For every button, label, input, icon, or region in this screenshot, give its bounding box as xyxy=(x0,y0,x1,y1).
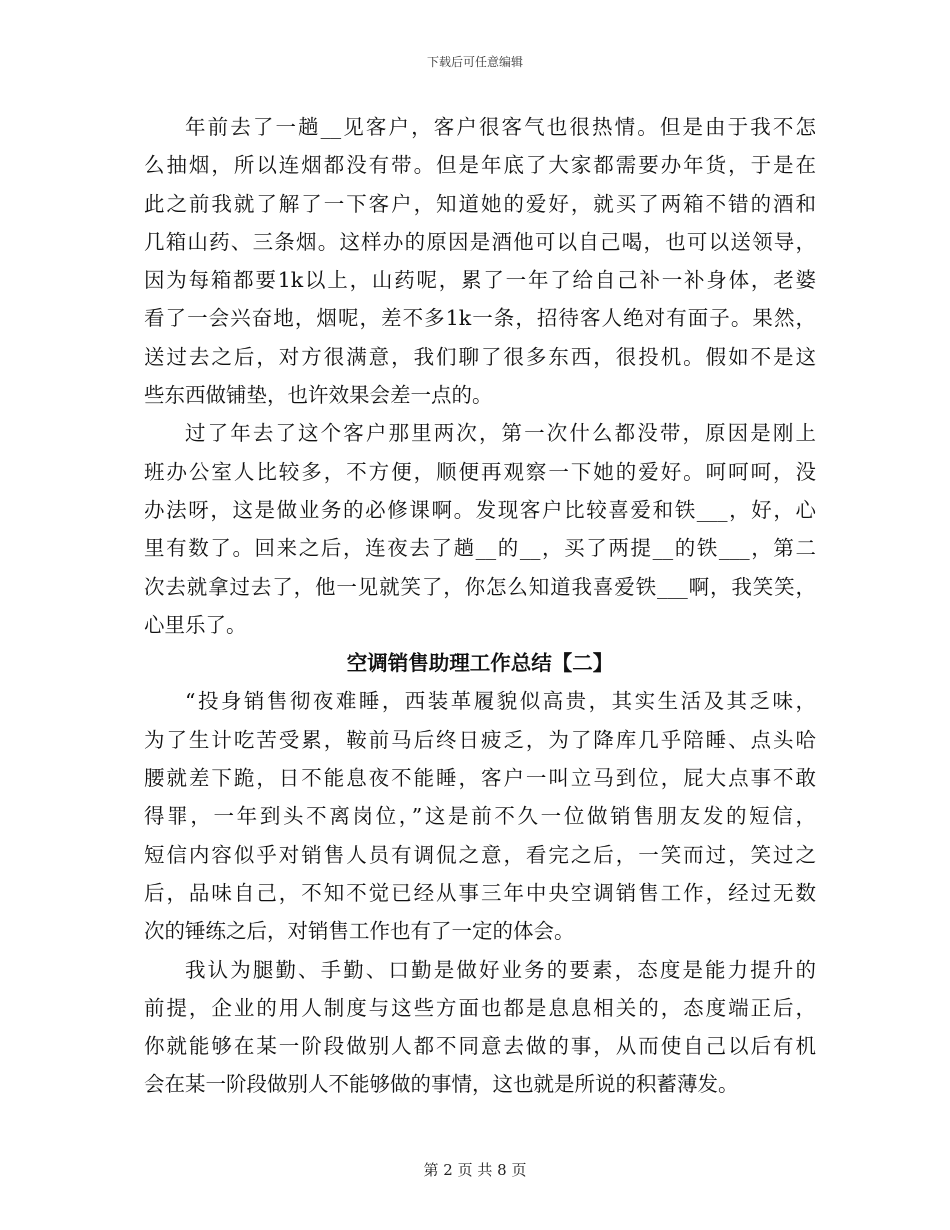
text-line: 次的锤练之后，对销售工作也有了一定的体会。 xyxy=(144,919,575,944)
text-line: 几箱山药、三条烟。这样办的原因是酒他可以自己喝，也可以送领导， xyxy=(144,229,816,254)
text-line: 会在某一阶段做别人不能够做的事情，这也就是所说的积蓄薄发。 xyxy=(144,1072,739,1097)
text-line: 前提，企业的用人制度与这些方面也都是息息相关的，态度端正后， xyxy=(144,995,816,1020)
text-line: 送过去之后，对方很满意，我们聊了很多东西，很投机。假如不是这 xyxy=(144,344,816,369)
text-line: 后，品味自己，不知不觉已经从事三年中央空调销售工作，经过无数 xyxy=(144,880,816,905)
text-line: 得罪，一年到头不离岗位，”这是前不久一位做销售朋友发的短信， xyxy=(144,804,816,829)
text-line: 此之前我就了解了一下客户，知道她的爱好，就买了两箱不错的酒和 xyxy=(144,191,816,216)
page-header-note: 下载后可任意编辑 xyxy=(426,55,523,69)
text-line: 些东西做铺垫，也许效果会差一点的。 xyxy=(144,383,493,408)
text-line: 次去就拿过去了，他一见就笑了，你怎么知道我喜爱铁___啊，我笑笑， xyxy=(144,574,816,599)
text-line: 么抽烟，所以连烟都没有带。但是年底了大家都需要办年货，于是在 xyxy=(144,153,816,178)
paragraph xyxy=(144,951,816,1104)
text-line: 过了年去了这个客户那里两次，第一次什么都没带，原因是刚上 xyxy=(185,421,816,446)
paragraph xyxy=(144,108,816,414)
text-line: 年前去了一趟__见客户，客户很客气也很热情。但是由于我不怎 xyxy=(185,115,816,139)
section-title: 空调销售助理工作总结【二】 xyxy=(346,651,614,676)
page-number: 第 2 页 共 8 页 xyxy=(423,1161,527,1179)
text-line: 短信内容似乎对销售人员有调侃之意，看完之后，一笑而过，笑过之 xyxy=(144,842,816,867)
text-line: 腰就差下跪，日不能息夜不能睡，客户一叫立马到位，屁大点事不敢 xyxy=(144,766,816,791)
text-line: 为了生计吃苦受累，鞍前马后终日疲乏，为了降库几乎陪睡、点头哈 xyxy=(144,727,816,752)
text-line: 看了一会兴奋地，烟呢，差不多1k一条，招待客人绝对有面子。果然， xyxy=(144,306,816,331)
text-line: 你就能够在某一阶段做别人都不同意去做的事，从而使自己以后有机 xyxy=(144,1034,816,1059)
text-line: 里有数了。回来之后，连夜去了趟__的__，买了两提__的铁___，第二 xyxy=(144,536,816,561)
paragraph xyxy=(144,682,816,950)
text-line: 心里乐了。 xyxy=(144,612,247,637)
text-line: 办法呀，这是做业务的必修课啊。发现客户比较喜爱和铁___，好，心 xyxy=(144,497,816,522)
paragraph xyxy=(144,414,816,644)
document-body xyxy=(144,108,816,1104)
text-line: 因为每箱都要1k以上，山药呢，累了一年了给自己补一补身体，老婆 xyxy=(144,268,816,293)
text-line: 班办公室人比较多，不方便，顺便再观察一下她的爱好。呵呵呵，没 xyxy=(144,459,816,484)
text-line: “投身销售彻夜难睡，西装革履貌似高贵，其实生活及其乏味， xyxy=(185,689,816,714)
text-line: 我认为腿勤、手勤、口勤是做好业务的要素，态度是能力提升的 xyxy=(185,957,816,982)
